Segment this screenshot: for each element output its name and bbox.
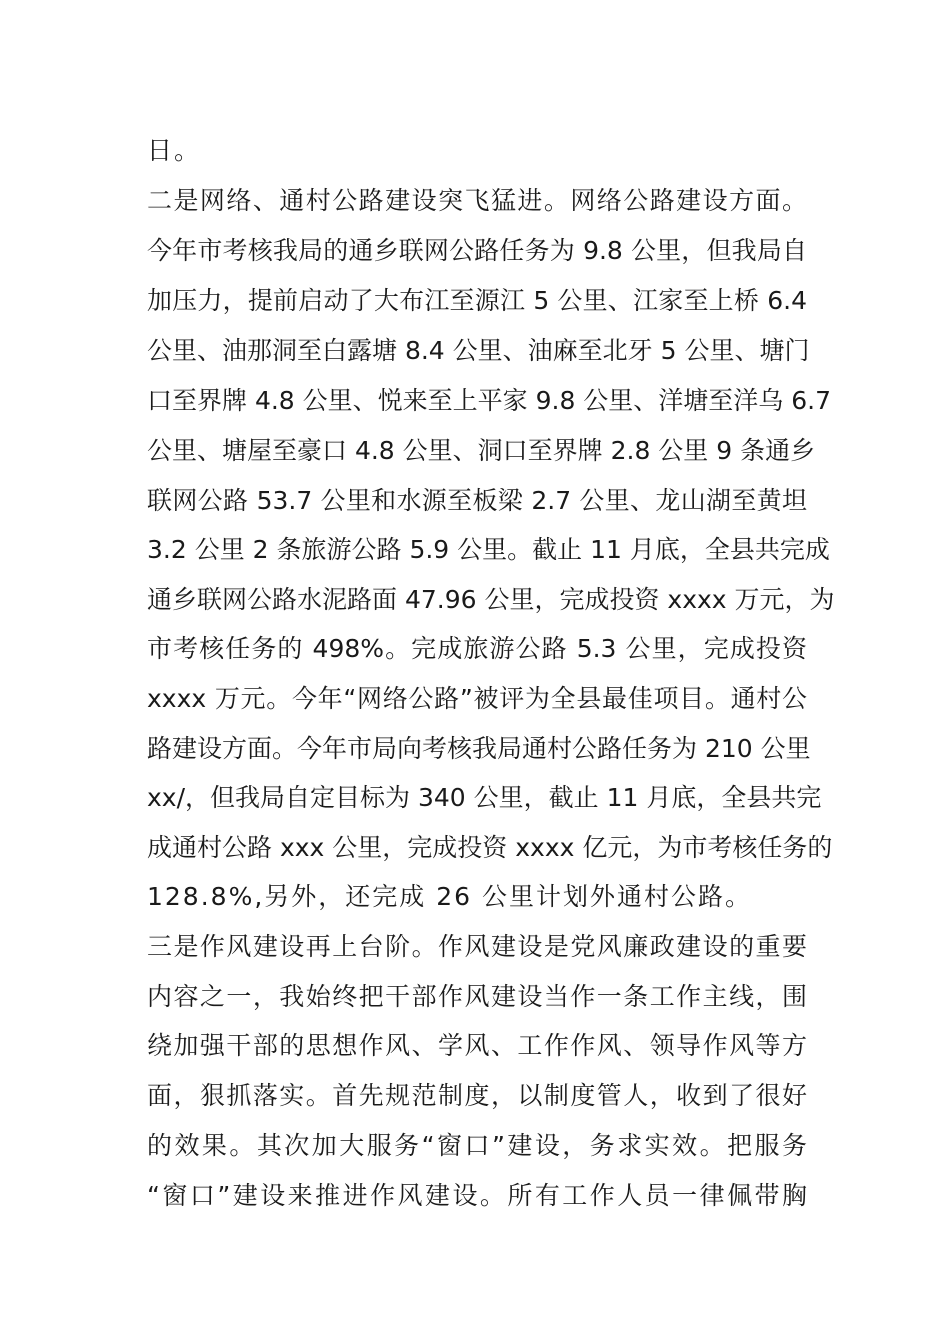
text-line: 今年市考核我局的通乡联网公路任务为 9.8 公里，但我局自 (147, 236, 807, 265)
text-line: 公里、塘屋至豪口 4.8 公里、洞口至界牌 2.8 公里 9 条通乡 (147, 436, 816, 465)
text-line: 3.2 公里 2 条旅游公路 5.9 公里。截止 11 月底，全县共完成 (147, 535, 830, 564)
text-line: “窗口”建设来推进作风建设。所有工作人员一律佩带胸 (147, 1181, 807, 1210)
text-line: 路建设方面。今年市局向考核我局通村公路任务为 210 公里 (147, 734, 811, 763)
text-line: 面，狠抓落实。首先规范制度，以制度管人，收到了很好 (147, 1081, 807, 1110)
text-line: 三是作风建设再上台阶。作风建设是党风廉政建设的重要 (147, 932, 807, 961)
text-line: 128.8%,另外，还完成 26 公里计划外通村公路。 (147, 882, 752, 911)
text-line: 公里、油那洞至白露塘 8.4 公里、油麻至北牙 5 公里、塘门 (147, 336, 810, 365)
text-line: xx/，但我局自定目标为 340 公里，截止 11 月底，全县共完 (147, 783, 822, 812)
text-line: 加压力，提前启动了大布江至源江 5 公里、江家至上桥 6.4 (147, 286, 807, 315)
text-line: 二是网络、通村公路建设突飞猛进。网络公路建设方面。 (147, 186, 807, 215)
text-line: 的效果。其次加大服务“窗口”建设，务求实效。把服务 (147, 1131, 807, 1160)
text-line: 成通村公路 xxx 公里，完成投资 xxxx 亿元，为市考核任务的 (147, 833, 833, 862)
text-line: 日。 (147, 136, 202, 165)
text-line: 通乡联网公路水泥路面 47.96 公里，完成投资 xxxx 万元，为 (147, 585, 835, 614)
text-line: 内容之一，我始终把干部作风建设当作一条工作主线，围 (147, 982, 807, 1011)
text-line: xxxx 万元。今年“网络公路”被评为全县最佳项目。通村公 (147, 684, 807, 713)
text-line: 绕加强干部的思想作风、学风、工作作风、领导作风等方 (147, 1031, 807, 1060)
text-line: 口至界牌 4.8 公里、悦来至上平家 9.8 公里、洋塘至洋乌 6.7 (147, 386, 832, 415)
text-line: 联网公路 53.7 公里和水源至板梁 2.7 公里、龙山湖至黄坦 (147, 486, 807, 515)
text-line: 市考核任务的 498%。完成旅游公路 5.3 公里，完成投资 (147, 634, 807, 663)
